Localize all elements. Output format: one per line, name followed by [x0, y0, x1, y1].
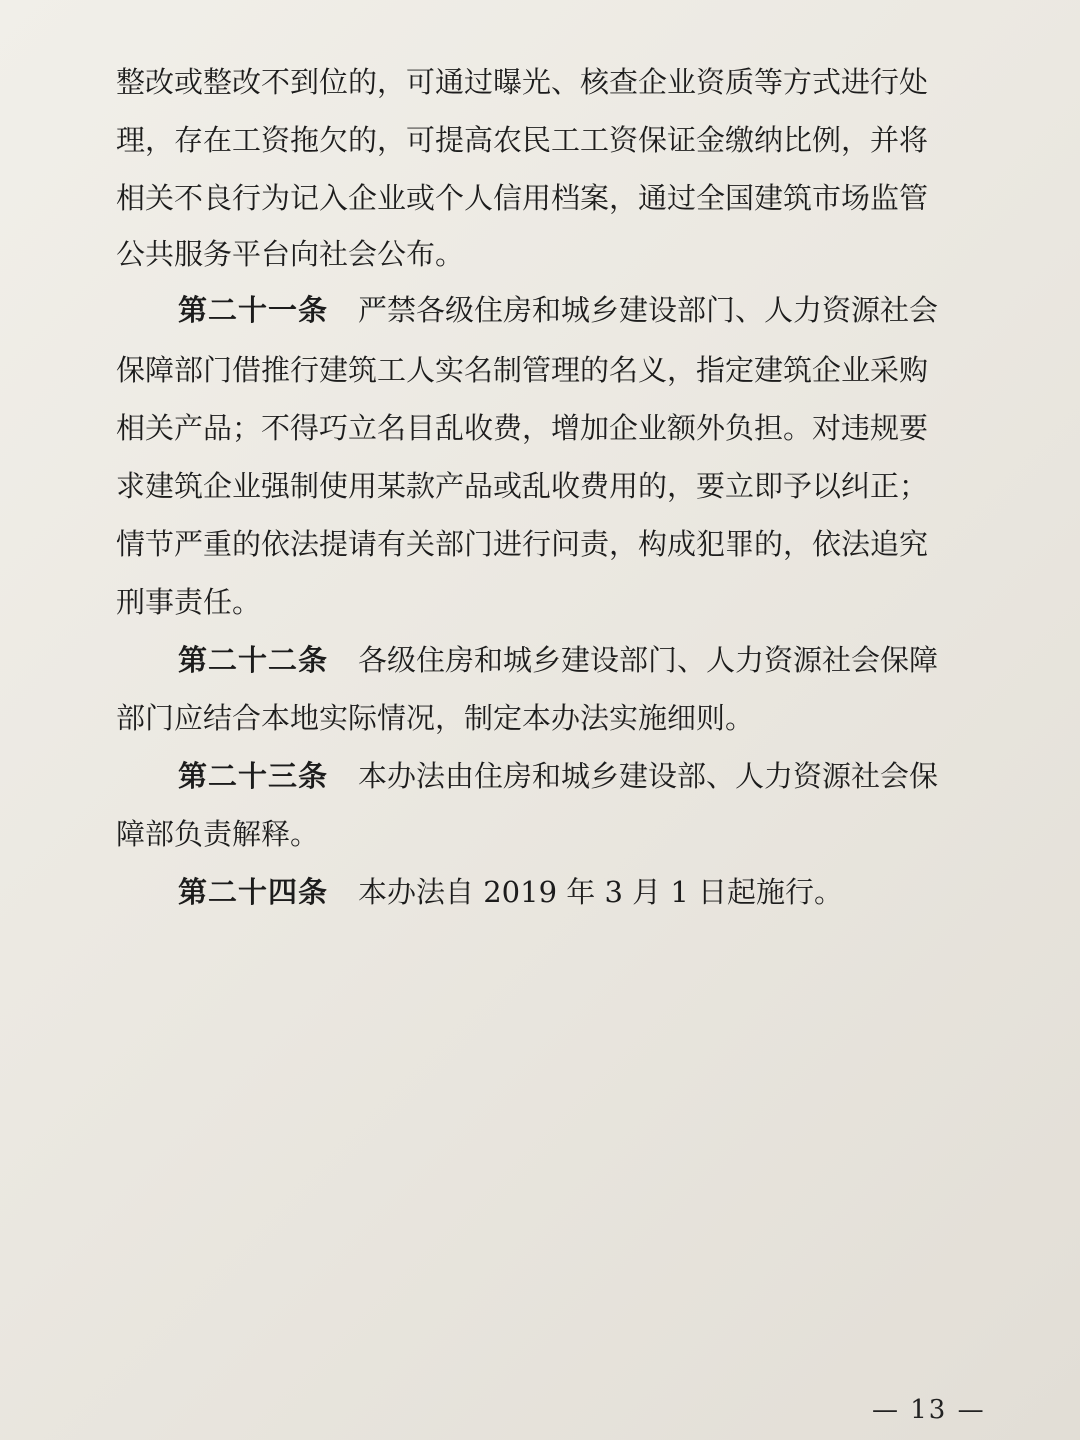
- paragraph-line: 刑事责任。: [116, 585, 262, 619]
- article-23-first-line: [178, 756, 938, 796]
- paragraph-line: 相关产品；不得巧立名目乱收费，增加企业额外负担。对违规要: [116, 411, 929, 445]
- article-heading: 第二十四条: [178, 875, 329, 909]
- article-heading: 第二十二条: [178, 643, 329, 677]
- paragraph-line: 障部负责解释。: [116, 817, 320, 851]
- paragraph-line: 保障部门借推行建筑工人实名制管理的名义，指定建筑企业采购: [116, 353, 929, 387]
- paragraph-line: 部门应结合本地实际情况，制定本办法实施细则。: [116, 701, 755, 735]
- paragraph-line: 相关不良行为记入企业或个人信用档案，通过全国建筑市场监管: [116, 181, 929, 215]
- article-heading: 第二十三条: [178, 759, 329, 793]
- article-text: 各级住房和城乡建设部门、人力资源社会保障: [358, 643, 939, 677]
- paragraph-line: 整改或整改不到位的，可通过曝光、核查企业资质等方式进行处: [116, 65, 929, 99]
- paragraph-line: 求建筑企业强制使用某款产品或乱收费用的，要立即予以纠正；: [116, 469, 929, 503]
- paragraph-line: 理，存在工资拖欠的，可提高农民工工资保证金缴纳比例，并将: [116, 123, 929, 157]
- article-22-first-line: [178, 640, 938, 680]
- paragraph-line: 情节严重的依法提请有关部门进行问责，构成犯罪的，依法追究: [116, 527, 929, 561]
- article-heading: 第二十一条: [178, 293, 329, 327]
- article-24-first-line: [178, 872, 843, 912]
- paragraph-line: 公共服务平台向社会公布。: [116, 237, 465, 271]
- article-text: 本办法自 2019 年 3 月 1 日起施行。: [358, 875, 844, 909]
- article-text: 严禁各级住房和城乡建设部门、人力资源社会: [358, 293, 939, 327]
- page-number: — 13 —: [872, 1395, 986, 1425]
- article-text: 本办法由住房和城乡建设部、人力资源社会保: [358, 759, 939, 793]
- article-21-first-line: [178, 290, 938, 330]
